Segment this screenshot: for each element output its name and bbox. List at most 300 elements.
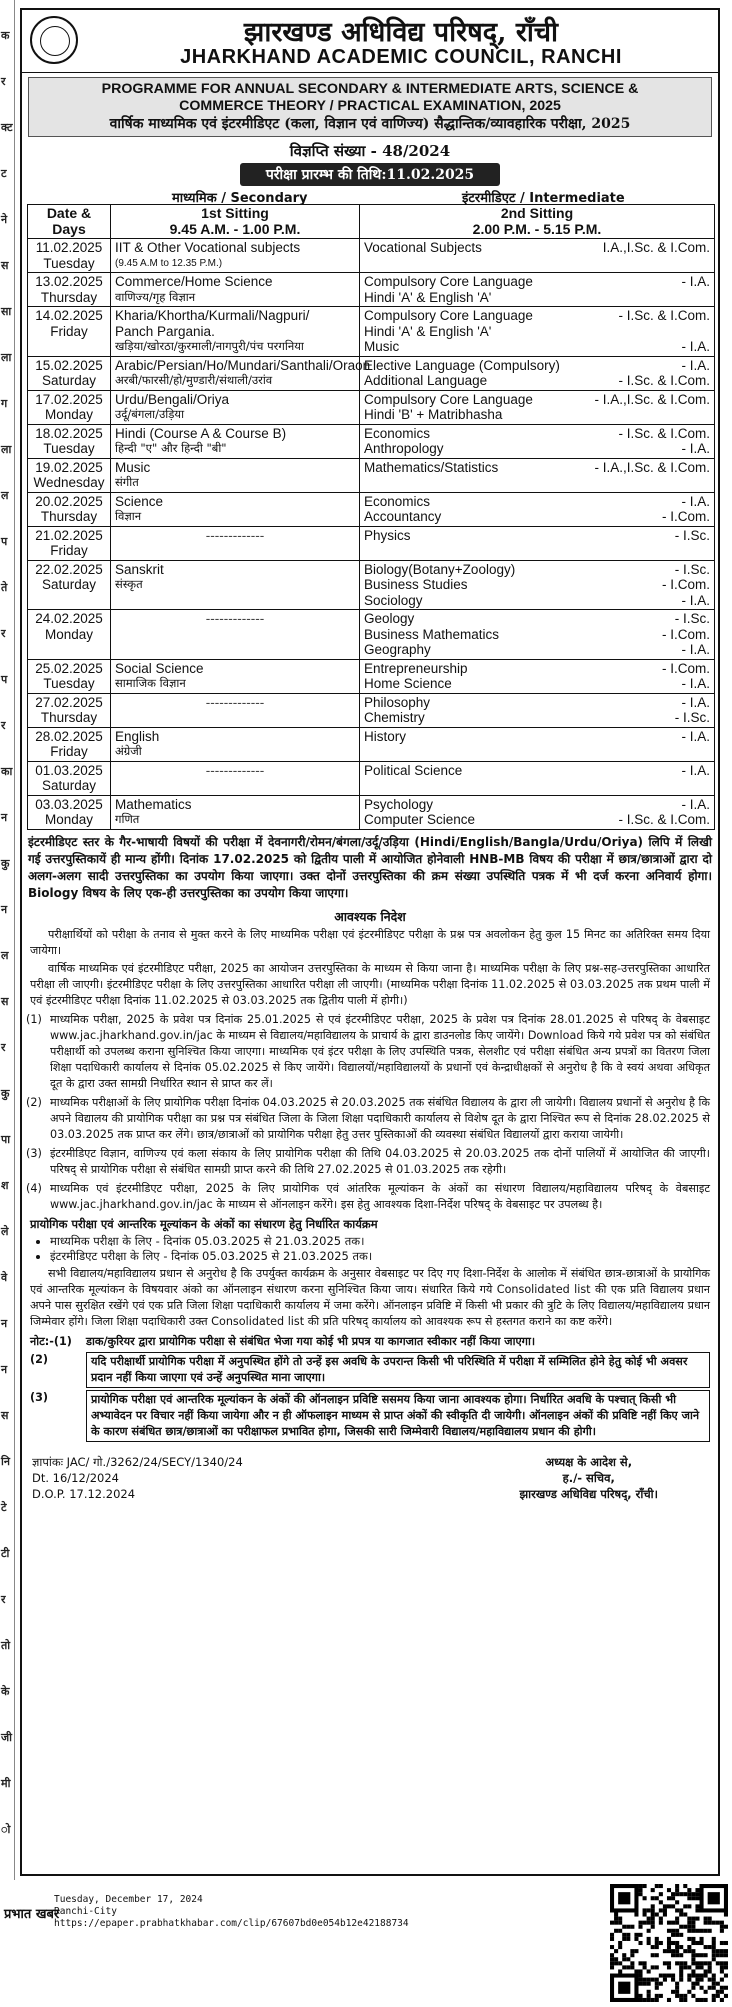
qr-module bbox=[626, 1957, 630, 1961]
qr-module bbox=[647, 1921, 651, 1925]
qr-module bbox=[708, 1929, 712, 1933]
stream-label: - I.Sc. & I.Com. bbox=[618, 373, 710, 388]
intermediate-subject-cell bbox=[360, 610, 715, 660]
date-cell bbox=[28, 273, 111, 307]
intermediate-subject-cell bbox=[360, 727, 715, 761]
date-cell bbox=[28, 356, 111, 390]
no-exam-dash: ------------- bbox=[205, 762, 265, 778]
qr-module bbox=[610, 1957, 614, 1961]
qr-module bbox=[671, 1978, 675, 1982]
intermediate-subject-line bbox=[364, 611, 710, 627]
instruction-para-2: वार्षिक माध्यमिक एवं इंटरमीडिएट परीक्षा, 2025 का आयोजन उत्तरपुस्तिका के माध्यम से किया जाना है। माध्यमिक परीक्षा के लिए प्रश्न-सह-उत्तरपुस्तिका आधारित परीक्षा ली जाएगी। इंटरमीडिएट परीक्षा के लिए उत्तरपुस्तिका आधारित परीक्षा ली जाएगी। (माध्यमिक परीक्षा दिनांक 11.02.2025 से 03.03.2025 तक प्रथम पाली में एवं इंटरमीडिएट परीक्षा दिनांक 11.02.2025 से 03.03.2025 तक द्वितीय पाली में होगी।) bbox=[30, 961, 710, 1007]
qr-module bbox=[708, 1969, 712, 1973]
qr-module bbox=[667, 1945, 671, 1949]
intermediate-subject-line bbox=[364, 308, 710, 324]
qr-module bbox=[720, 1941, 724, 1945]
exam-date: 27.02.2025 bbox=[35, 694, 103, 710]
qr-module bbox=[638, 1941, 642, 1945]
note-number: नोट:-(1) bbox=[30, 1334, 72, 1348]
qr-module bbox=[720, 1953, 724, 1957]
qr-module bbox=[634, 1912, 638, 1916]
qr-module bbox=[655, 1986, 659, 1990]
qr-module bbox=[638, 1978, 642, 1982]
secondary-subject-cell bbox=[111, 560, 360, 610]
qr-module bbox=[675, 1949, 679, 1953]
secondary-subject: अंग्रेजी bbox=[115, 744, 142, 758]
qr-module bbox=[647, 1929, 651, 1933]
exam-date: 03.03.2025 bbox=[35, 796, 103, 812]
qr-module bbox=[712, 1921, 716, 1925]
qr-module bbox=[720, 1929, 724, 1933]
qr-module bbox=[687, 1949, 691, 1953]
programme-line-hindi: वार्षिक माध्यमिक एवं इंटरमीडिएट (कला, विज्ञान एवं वाणिज्य) सैद्धान्तिक/व्यावहारिक परीक्षा, 2025 bbox=[109, 116, 631, 132]
exam-date: 28.02.2025 bbox=[35, 728, 103, 744]
qr-module bbox=[622, 1933, 626, 1937]
qr-module bbox=[704, 1953, 708, 1957]
qr-module bbox=[695, 1978, 699, 1982]
table-row bbox=[28, 526, 715, 560]
qr-module bbox=[655, 1912, 659, 1916]
qr-module bbox=[634, 1969, 638, 1973]
qr-module bbox=[683, 1998, 687, 2002]
newspaper-logo: प्रभात खबर bbox=[4, 1907, 60, 1922]
intermediate-subject: Physics bbox=[364, 527, 411, 543]
intermediate-subject: Hindi 'A' & English 'A' bbox=[364, 323, 492, 339]
list-item bbox=[26, 1146, 710, 1178]
qr-module bbox=[630, 1953, 634, 1957]
qr-module bbox=[687, 1896, 691, 1900]
qr-module bbox=[691, 1941, 695, 1945]
qr-module bbox=[671, 1941, 675, 1945]
intermediate-subject-line bbox=[364, 339, 710, 355]
secondary-subject: Hindi (Course A & Course B) bbox=[115, 425, 287, 441]
list-item bbox=[26, 1012, 710, 1092]
qr-module bbox=[675, 1884, 679, 1888]
intermediate-subject-line bbox=[364, 710, 710, 726]
intermediate-subject: Sociology bbox=[364, 592, 423, 608]
exam-date: 13.02.2025 bbox=[35, 274, 103, 289]
qr-module bbox=[720, 1965, 724, 1969]
intermediate-subject-line bbox=[364, 729, 710, 745]
qr-module bbox=[655, 1998, 659, 2002]
qr-module bbox=[675, 1994, 679, 1998]
qr-module bbox=[720, 1921, 724, 1925]
stream-label: - I.Com. bbox=[661, 660, 710, 676]
secondary-subject: Panch Pargania. bbox=[115, 323, 215, 339]
stream-label: - I.A. bbox=[681, 762, 710, 778]
secondary-subject: Arabic/Persian/Ho/Mundari/Santhali/Oraon bbox=[115, 357, 371, 373]
secondary-subject-cell bbox=[111, 239, 360, 273]
intermediate-subject-line bbox=[364, 274, 710, 290]
date-cell bbox=[28, 424, 111, 458]
strip-char: ने bbox=[1, 213, 8, 226]
qr-module bbox=[655, 1884, 659, 1888]
qr-module bbox=[704, 1974, 708, 1978]
qr-module bbox=[647, 1978, 651, 1982]
qr-module bbox=[700, 1929, 704, 1933]
strip-char: के bbox=[1, 1685, 10, 1698]
table-header-row bbox=[28, 205, 715, 239]
note-text: प्रायोगिक परीक्षा एवं आन्तरिक मूल्यांकन के अंकों की ऑनलाइन प्रविष्टि ससमय किया जाना आवश्यक होगा। निर्धारित अवधि के पश्चात् किसी भी अभ्यावेदन पर विचार नहीं किया जायेगा और न ही ऑफलाइन माध्यम से प्राप्त अंकों की स्वीकृति दी जायेगी। ऑनलाइन अंकों की प्रविष्टि नहीं किए जाने के कारण संबंधित छात्र/छात्राओं का परीक्षाफल प्रभावित होगा, जिसकी सारी जिम्मेवारी विद्यालय/महाविद्यालय प्रधान की होगी। bbox=[86, 1390, 710, 1442]
intermediate-subject: Computer Science bbox=[364, 812, 476, 827]
qr-module bbox=[659, 1900, 663, 1904]
memo-number: ज्ञापांकः JAC/ गो./3262/24/SECY/1340/24 bbox=[32, 1454, 243, 1469]
qr-module bbox=[724, 1974, 728, 1978]
strip-char: प bbox=[1, 535, 8, 548]
qr-module bbox=[622, 1965, 626, 1969]
qr-module bbox=[626, 1933, 630, 1937]
note-number: (2) bbox=[30, 1352, 49, 1366]
qr-module bbox=[687, 1892, 691, 1896]
qr-module bbox=[695, 1929, 699, 1933]
qr-module bbox=[675, 1933, 679, 1937]
qr-module bbox=[700, 1978, 704, 1982]
stream-label: - I.Sc. bbox=[674, 561, 710, 577]
qr-module bbox=[683, 1904, 687, 1908]
qr-module bbox=[667, 1974, 671, 1978]
qr-module bbox=[651, 1965, 655, 1969]
qr-module bbox=[700, 1974, 704, 1978]
intermediate-subject-line bbox=[364, 407, 710, 423]
item-text: इंटरमीडिएट विज्ञान, वाणिज्य एवं कला संकाय के लिए प्रायोगिक परीक्षा की तिथि 04.03.2025 से 20.03.2025 तक दोनों पालियों में आयोजित की जाएगी। परिषद् से प्रायोगिक परीक्षा से संबंधित सामग्री प्राप्त करने की तिथि 27.02.2025 से 01.03.2025 तक रहेगी। bbox=[50, 1146, 710, 1176]
stream-label: I.A.,I.Sc. & I.Com. bbox=[602, 240, 710, 255]
stream-label: - I.A. bbox=[681, 339, 710, 354]
date-cell bbox=[28, 727, 111, 761]
qr-module bbox=[671, 1921, 675, 1925]
qr-module bbox=[659, 1884, 663, 1888]
qr-module bbox=[638, 1982, 642, 1986]
secondary-subject: Kharia/Khortha/Kurmali/Nagpuri/ bbox=[115, 308, 310, 323]
item-number: (3) bbox=[26, 1146, 42, 1160]
qr-module bbox=[695, 1974, 699, 1978]
strip-char: स bbox=[1, 995, 9, 1008]
qr-module bbox=[675, 1990, 679, 1994]
signature-line-1: अध्यक्ष के आदेश से, bbox=[545, 1454, 633, 1469]
qr-module bbox=[671, 1904, 675, 1908]
qr-module bbox=[695, 1888, 699, 1892]
qr-module bbox=[695, 1904, 699, 1908]
qr-module bbox=[643, 1982, 647, 1986]
qr-module bbox=[675, 1908, 679, 1912]
qr-module bbox=[724, 1941, 728, 1945]
intermediate-subject-line bbox=[364, 392, 710, 408]
intermediate-subject-line bbox=[364, 627, 710, 643]
qr-module bbox=[647, 1917, 651, 1921]
stream-label: - I.A. bbox=[681, 357, 710, 373]
schedule-item: • माध्यमिक परीक्षा के लिए - दिनांक 05.03.2025 से 21.03.2025 तक। bbox=[50, 1234, 710, 1249]
date-cell bbox=[28, 659, 111, 693]
qr-module bbox=[618, 1961, 622, 1965]
strip-char: न bbox=[1, 811, 8, 824]
intermediate-subject-cell bbox=[360, 424, 715, 458]
secondary-subject: हिन्दी "ए" और हिन्दी "बी" bbox=[115, 441, 227, 455]
secondary-subject-cell bbox=[111, 390, 360, 424]
secondary-subject-cell bbox=[111, 693, 360, 727]
date-cell bbox=[28, 795, 111, 829]
no-exam-dash: ------------- bbox=[205, 694, 265, 710]
instruction-para-1: परीक्षार्थियों को परीक्षा के तनाव से मुक्त करने के लिए माध्यमिक परीक्षा एवं इंटरमीडिएट परीक्षा के प्रश्न पत्र अवलोकन हेतु कुल 15 मिनट का अतिरिक्त समय दिया जायेगा। bbox=[30, 927, 710, 957]
qr-module bbox=[720, 1978, 724, 1982]
signature-line-3: झारखण्ड अधिविद्य परिषद्, राँची। bbox=[519, 1486, 658, 1501]
qr-module bbox=[667, 1949, 671, 1953]
table-row bbox=[28, 458, 715, 492]
qr-module bbox=[667, 1941, 671, 1945]
qr-module bbox=[659, 1982, 663, 1986]
qr-module bbox=[691, 1921, 695, 1925]
qr-module bbox=[683, 1965, 687, 1969]
instructions-heading: आवश्यक निदेश bbox=[334, 908, 406, 924]
qr-module bbox=[712, 1949, 716, 1953]
exam-day: Saturday bbox=[41, 373, 97, 388]
item-text: माध्यमिक परीक्षा, 2025 के प्रवेश पत्र दिनांक 25.01.2025 से एवं इंटरमीडिएट परीक्षा, 2025 के प्रवेश पत्र दिनांक 28.01.2025 से परिषद् के वेबसाइट www.jac.jharkhand.gov.in/jac के माध्यम से विद्यालय/महाविद्यालय के प्राचार्य के द्वारा डाउनलोड किए जायेंगे। Download किये गये प्रवेश पत्र को संबंधित परीक्षार्थी को उपलब्ध कराना सुनिश्चित किया जाएगा। माध्यमिक एवं इंटर परीक्षा के लिए उपस्थिति पत्रक, सेलशीट एवं परीक्षा संबंधित अन्य प्रपत्रों का वितरण जिला शिक्षा पदाधिकारी कार्यालय से दिनांक 05.02.2025 से किए जायेंगे। विद्यालयों/महाविद्यालयों के प्रधानों एवं केन्द्राधीक्षकों से अनुरोध है कि वे स्वयं अथवा अधिकृत दूत के द्वारा उक्त सामग्री निर्धारित स्थान से प्राप्त कर लें। bbox=[50, 1012, 710, 1090]
qr-module bbox=[724, 1925, 728, 1929]
qr-module bbox=[687, 1888, 691, 1892]
qr-module bbox=[708, 1961, 712, 1965]
qr-module bbox=[712, 1957, 716, 1961]
intermediate-subject-cell bbox=[360, 492, 715, 526]
secondary-subject: विज्ञान bbox=[115, 509, 142, 523]
strip-char: श bbox=[1, 1179, 9, 1192]
qr-module bbox=[708, 1965, 712, 1969]
qr-module bbox=[691, 1925, 695, 1929]
qr-module bbox=[675, 1929, 679, 1933]
intermediate-subject: Economics bbox=[364, 493, 431, 509]
qr-module bbox=[610, 1921, 614, 1925]
qr-module bbox=[667, 1904, 671, 1908]
secondary-subject: खड़िया/खोरठा/कुरमाली/नागपुरी/पंच परगनिया bbox=[115, 339, 304, 353]
secondary-subject-cell bbox=[111, 307, 360, 357]
stream-label: - I.A.,I.Sc. & I.Com. bbox=[594, 391, 710, 407]
date-cell bbox=[28, 492, 111, 526]
intermediate-subject-line bbox=[364, 797, 710, 813]
second-sitting-header bbox=[360, 205, 715, 239]
qr-module bbox=[679, 1978, 683, 1982]
qr-module bbox=[647, 1990, 651, 1994]
qr-module bbox=[675, 1892, 679, 1896]
sitting-time-note: (9.45 A.M to 12.35 P.M.) bbox=[115, 257, 223, 269]
qr-code-icon[interactable] bbox=[610, 1884, 728, 2002]
qr-module bbox=[679, 1912, 683, 1916]
date-cell bbox=[28, 610, 111, 660]
stream-label: - I.Sc. bbox=[674, 527, 710, 543]
qr-module bbox=[695, 1953, 699, 1957]
date-cell bbox=[28, 239, 111, 273]
qr-module bbox=[614, 1949, 618, 1953]
qr-module bbox=[667, 1929, 671, 1933]
stream-label: - I.A. bbox=[681, 676, 710, 691]
schedule-item: • इंटरमीडिएट परीक्षा के लिए - दिनांक 05.03.2025 से 21.03.2025 तक। bbox=[50, 1249, 710, 1264]
exam-schedule-table bbox=[27, 204, 715, 830]
second-sitting-time: 2.00 P.M. - 5.15 P.M. bbox=[472, 220, 602, 237]
item-text: माध्यमिक परीक्षाओं के लिए प्रायोगिक परीक्षा दिनांक 04.03.2025 से 20.03.2025 तक संबंधित विद्यालय के द्वारा ली जायेगी। विद्यालय प्रधानों से अनुरोध है कि अपने विद्यालय की प्रायोगिक परीक्षा का प्रश्न पत्र संबंधित जिला के जिला शिक्षा पदाधिकारी कार्यालय से विशेष दूत के द्वारा निश्चित रूप से दिनांक 28.02.2025 से 03.03.2025 तक प्राप्त कर लेंगे। छात्र/छात्राओं को प्रायोगिक परीक्षा हेतु उत्तर पुस्तिकाओं की व्यवस्था संबंधित विद्यालयों द्वारा कराया जायेगी। bbox=[50, 1095, 710, 1141]
qr-module bbox=[724, 1949, 728, 1953]
strip-char: ला bbox=[1, 351, 12, 364]
qr-module bbox=[671, 1949, 675, 1953]
title-english: JHARKHAND ACADEMIC COUNCIL, RANCHI bbox=[180, 46, 622, 68]
intermediate-subject: Mathematics/Statistics bbox=[364, 459, 499, 475]
exam-date: 22.02.2025 bbox=[35, 561, 103, 577]
secondary-subject: Music bbox=[115, 459, 151, 475]
qr-module bbox=[691, 1937, 695, 1941]
qr-module bbox=[683, 1925, 687, 1929]
table-row bbox=[28, 727, 715, 761]
qr-module bbox=[651, 1925, 655, 1929]
qr-module bbox=[712, 1994, 716, 1998]
qr-module bbox=[675, 1961, 679, 1965]
date-cell bbox=[28, 693, 111, 727]
strip-char: ट bbox=[1, 167, 7, 180]
date-label: Date & bbox=[46, 205, 92, 221]
exam-date: 15.02.2025 bbox=[35, 357, 103, 373]
qr-module bbox=[700, 1937, 704, 1941]
qr-module bbox=[643, 1978, 647, 1982]
qr-module bbox=[614, 1921, 618, 1925]
qr-module bbox=[724, 1986, 728, 1990]
clip-url[interactable]: https://epaper.prabhatkhabar.com/clip/67607bd0e054b12e42188734 bbox=[54, 1918, 409, 1929]
secondary-subject: संस्कृत bbox=[115, 577, 143, 591]
qr-module bbox=[708, 1978, 712, 1982]
list-item bbox=[26, 1095, 710, 1143]
secondary-subject: Science bbox=[115, 493, 164, 509]
programme-line-1: PROGRAMME FOR ANNUAL SECONDARY & INTERMEDIATE ARTS, SCIENCE & bbox=[101, 81, 639, 97]
qr-module bbox=[704, 1990, 708, 1994]
qr-module bbox=[647, 1937, 651, 1941]
qr-module bbox=[663, 1908, 667, 1912]
qr-module bbox=[647, 1982, 651, 1986]
stream-label: - I.Sc. & I.Com. bbox=[618, 425, 710, 441]
qr-module bbox=[704, 1998, 708, 2002]
intermediate-subject: Music bbox=[364, 339, 400, 354]
qr-module bbox=[691, 1994, 695, 1998]
qr-module bbox=[691, 1969, 695, 1973]
note-item bbox=[30, 1352, 710, 1388]
intermediate-subject: Anthropology bbox=[364, 441, 444, 456]
exam-day: Monday bbox=[44, 812, 94, 827]
qr-module bbox=[708, 1892, 720, 1904]
exam-date: 18.02.2025 bbox=[35, 425, 103, 441]
stream-label: - I.Sc. bbox=[674, 611, 710, 626]
strip-char: पा bbox=[1, 1133, 11, 1146]
stream-label: - I.A.,I.Sc. & I.Com. bbox=[594, 459, 710, 475]
strip-char: न bbox=[1, 903, 8, 916]
secondary-subject: अरबी/फारसी/हो/मुण्डारी/संथाली/उरांव bbox=[115, 373, 273, 387]
exam-start-date: परीक्षा प्रारम्भ की तिथि:11.02.2025 bbox=[240, 163, 500, 186]
qr-module bbox=[647, 1969, 651, 1973]
days-label: Days bbox=[52, 220, 86, 237]
intermediate-subject: Compulsory Core Language bbox=[364, 391, 533, 407]
qr-module bbox=[704, 1917, 708, 1921]
qr-module bbox=[671, 1933, 675, 1937]
programme-box bbox=[28, 77, 712, 137]
intermediate-subject: Chemistry bbox=[364, 710, 425, 725]
qr-module bbox=[618, 1982, 630, 1994]
qr-module bbox=[712, 1986, 716, 1990]
strip-char: नि bbox=[1, 1455, 10, 1468]
qr-module bbox=[634, 1937, 638, 1941]
qr-module bbox=[655, 1978, 659, 1982]
qr-module bbox=[700, 1961, 704, 1965]
secondary-subject: उर्दू/बंगला/उड़िया bbox=[115, 407, 185, 421]
table-row bbox=[28, 307, 715, 357]
exam-day: Thursday bbox=[40, 710, 98, 725]
qr-module bbox=[679, 1994, 683, 1998]
strip-char: ग bbox=[1, 397, 8, 410]
secondary-subject: वाणिज्य/गृह विज्ञान bbox=[115, 289, 196, 304]
date-cell bbox=[28, 390, 111, 424]
qr-module bbox=[618, 1969, 622, 1973]
qr-module bbox=[610, 1961, 614, 1965]
qr-module bbox=[651, 1904, 655, 1908]
intermediate-subject-line bbox=[364, 562, 710, 578]
qr-module bbox=[675, 1921, 679, 1925]
qr-module bbox=[683, 1892, 687, 1896]
exam-day: Friday bbox=[50, 543, 88, 558]
intermediate-subject-line bbox=[364, 494, 710, 510]
qr-module bbox=[638, 1933, 642, 1937]
qr-module bbox=[700, 1941, 704, 1945]
qr-module bbox=[720, 1986, 724, 1990]
exam-day: Saturday bbox=[41, 778, 97, 793]
table-row bbox=[28, 795, 715, 829]
intermediate-subject: Hindi 'A' & English 'A' bbox=[364, 289, 492, 305]
qr-module bbox=[626, 1937, 630, 1941]
stream-label: - I.Sc. & I.Com. bbox=[618, 812, 710, 827]
qr-module bbox=[695, 1982, 699, 1986]
qr-module bbox=[716, 1982, 720, 1986]
exam-day: Thursday bbox=[40, 289, 98, 305]
stream-label: - I.A. bbox=[681, 642, 710, 657]
secondary-subject: Social Science bbox=[115, 660, 204, 676]
qr-module bbox=[675, 1900, 679, 1904]
qr-module bbox=[659, 1941, 663, 1945]
qr-module bbox=[679, 1998, 683, 2002]
qr-module bbox=[622, 1953, 626, 1957]
intermediate-subject-cell bbox=[360, 795, 715, 829]
qr-module bbox=[720, 1949, 724, 1953]
table-row bbox=[28, 560, 715, 610]
qr-module bbox=[695, 1941, 699, 1945]
qr-module bbox=[651, 1953, 655, 1957]
qr-module bbox=[691, 1949, 695, 1953]
exam-day: Monday bbox=[44, 407, 94, 422]
qr-module bbox=[675, 1945, 679, 1949]
qr-module bbox=[675, 1982, 679, 1986]
qr-module bbox=[643, 1961, 647, 1965]
title-hindi: झारखण्ड अधिविद्य परिषद्, राँची bbox=[243, 17, 559, 48]
intermediate-subject: Economics bbox=[364, 425, 431, 441]
qr-module bbox=[687, 1937, 691, 1941]
qr-module bbox=[610, 1965, 614, 1969]
date-days-header bbox=[28, 205, 111, 239]
secondary-subject: सामाजिक विज्ञान bbox=[115, 676, 186, 690]
notification-number: विज्ञप्ति संख्या - 48/2024 bbox=[289, 142, 451, 160]
exam-day: Monday bbox=[44, 626, 94, 642]
strip-char: टी bbox=[1, 1547, 10, 1560]
qr-module bbox=[638, 1961, 642, 1965]
strip-char: सा bbox=[1, 305, 12, 318]
qr-module bbox=[622, 1957, 626, 1961]
intermediate-subject-cell bbox=[360, 458, 715, 492]
intermediate-subject: Geology bbox=[364, 611, 415, 626]
intermediate-subject: Hindi 'B' + Matribhasha bbox=[364, 407, 503, 422]
qr-module bbox=[691, 1917, 695, 1921]
qr-module bbox=[638, 1998, 642, 2002]
table-row bbox=[28, 761, 715, 795]
qr-module bbox=[630, 1925, 634, 1929]
qr-module bbox=[651, 1978, 655, 1982]
qr-module bbox=[667, 1998, 671, 2002]
qr-module bbox=[679, 1965, 683, 1969]
